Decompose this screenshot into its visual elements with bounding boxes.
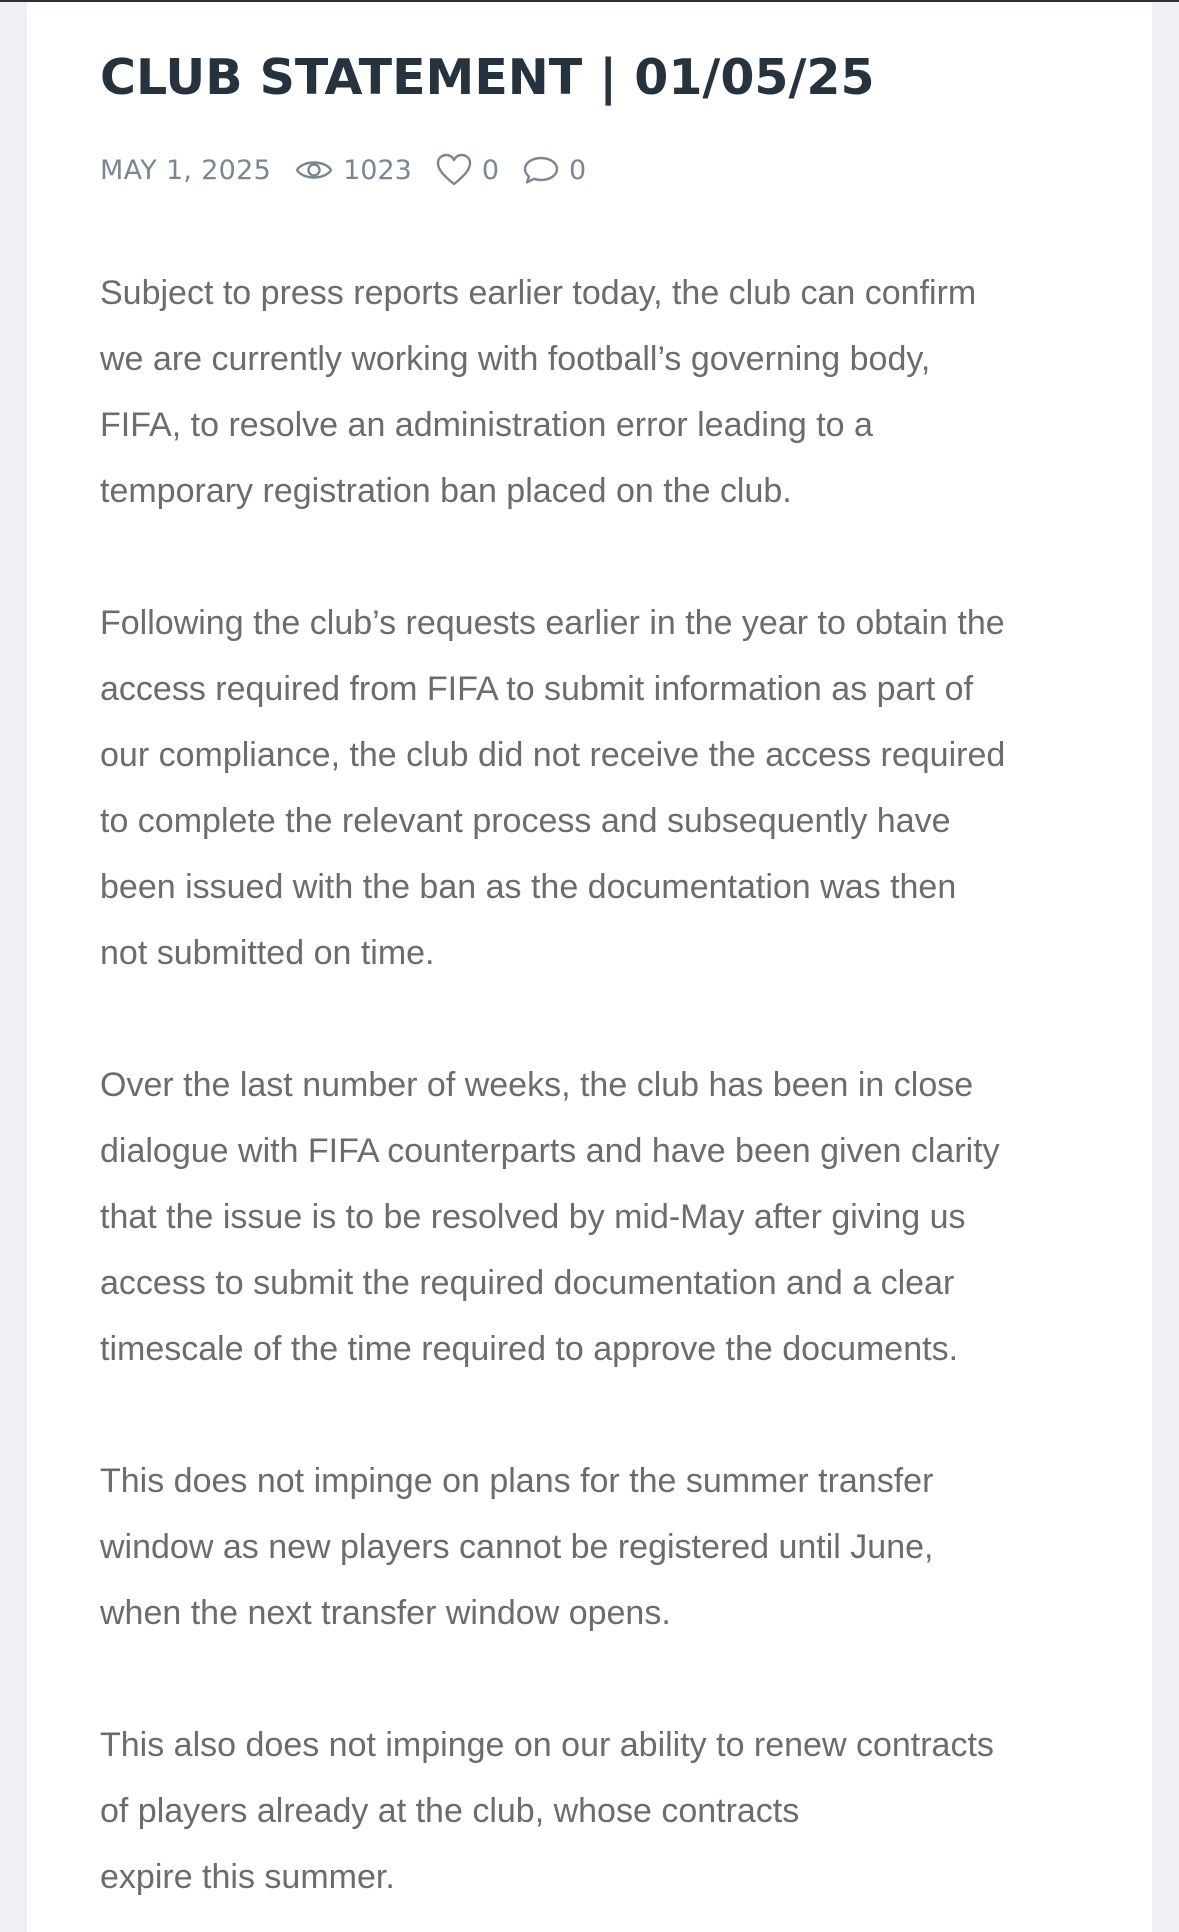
- comments-count: 0: [569, 154, 587, 186]
- paragraph-line: access required from FIFA to submit information as part of: [100, 670, 974, 708]
- paragraph-line: expire this summer.: [100, 1858, 395, 1896]
- article-paragraph: [100, 590, 1110, 986]
- article-paragraph: [100, 260, 1110, 524]
- likes-count: 0: [481, 154, 500, 186]
- paragraph-line: access to submit the required documentation and a clear: [100, 1264, 955, 1302]
- eye-icon: [295, 157, 333, 183]
- article-date: MAY 1, 2025: [100, 154, 272, 186]
- paragraph-line: Subject to press reports earlier today, the club can confirm: [100, 274, 977, 312]
- paragraph-line: Following the club’s requests earlier in the year to obtain the: [100, 604, 1005, 642]
- comments-stat[interactable]: [523, 155, 586, 186]
- paragraph-line: dialogue with FIFA counterparts and have been given clarity: [100, 1132, 1000, 1170]
- paragraph-line: window as new players cannot be registered until June,: [100, 1528, 934, 1566]
- article-card: [27, 2, 1152, 1932]
- article-body: [100, 260, 1110, 1910]
- paragraph-line: temporary registration ban placed on the club.: [100, 472, 792, 510]
- views-count: 1023: [343, 154, 412, 186]
- paragraph-line: been issued with the ban as the documentation was then: [100, 868, 957, 906]
- views-stat: [295, 155, 412, 186]
- paragraph-line: that the issue is to be resolved by mid-May after giving us: [100, 1198, 966, 1236]
- paragraph-line: This also does not impinge on our ability to renew contracts: [100, 1726, 994, 1764]
- paragraph-line: timescale of the time required to approve the documents.: [100, 1330, 959, 1368]
- article-title: CLUB STATEMENT | 01/05/25: [100, 49, 875, 106]
- speech-bubble-icon[interactable]: [523, 155, 559, 185]
- paragraph-line: our compliance, the club did not receive the access required: [100, 736, 1006, 774]
- paragraph-line: FIFA, to resolve an administration error leading to a: [100, 406, 873, 444]
- paragraph-line: This does not impinge on plans for the summer transfer: [100, 1462, 934, 1500]
- paragraph-line: Over the last number of weeks, the club has been in close: [100, 1066, 974, 1104]
- article-paragraph: [100, 1712, 1110, 1910]
- article-paragraph: [100, 1052, 1110, 1382]
- paragraph-line: of players already at the club, whose contracts: [100, 1792, 800, 1830]
- article-meta: [100, 150, 586, 190]
- heart-icon[interactable]: [436, 153, 472, 187]
- paragraph-line: we are currently working with football’s governing body,: [100, 340, 931, 378]
- paragraph-line: to complete the relevant process and subsequently have: [100, 802, 951, 840]
- paragraph-line: not submitted on time.: [100, 934, 435, 972]
- likes-stat[interactable]: [436, 153, 499, 187]
- paragraph-line: when the next transfer window opens.: [100, 1594, 671, 1632]
- article-paragraph: [100, 1448, 1110, 1646]
